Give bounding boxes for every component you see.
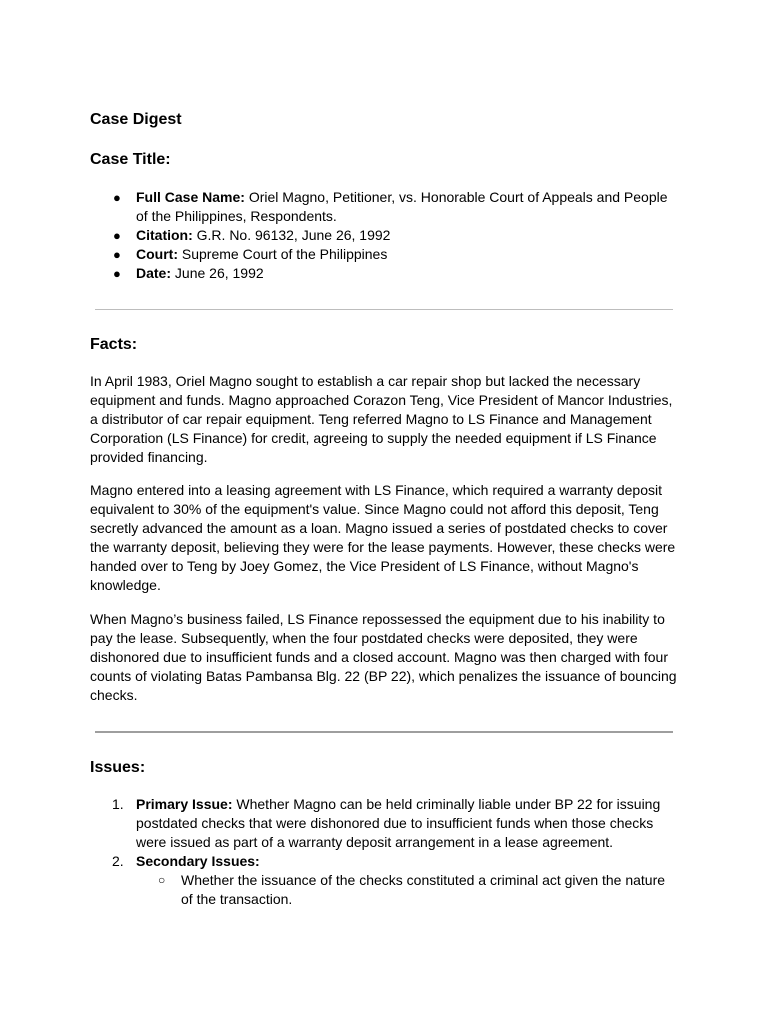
item-value: Supreme Court of the Philippines [181, 246, 388, 262]
list-item [136, 871, 678, 909]
item-value: Whether Magno can be held criminally liable under BP 22 for issuing postdated checks that were dishonored due to insufficient funds when those checks were issued as part of a warranty deposit arrangement in a lease agreement. [136, 796, 661, 850]
item-value: Whether the issuance of the checks constituted a criminal act given the nature of the transaction. [181, 872, 666, 907]
item-value: June 26, 1992 [174, 265, 264, 281]
item-value: Oriel Magno, Petitioner, vs. Honorable Court of Appeals and People of the Philippines, Respondents. [136, 189, 668, 224]
item-value: G.R. No. 96132, June 26, 1992 [196, 227, 391, 243]
item-number: 1. [112, 796, 124, 812]
bullet-icon: ● [113, 266, 121, 281]
item-label: Date: [136, 265, 172, 281]
bullet-icon: ● [113, 190, 121, 205]
bullet-icon: ● [113, 228, 121, 243]
item-label: Court: [136, 246, 178, 262]
list-item [90, 226, 678, 245]
issues-list [90, 795, 678, 909]
list-item [90, 852, 678, 909]
facts-paragraph: Magno entered into a leasing agreement with LS Finance, which required a warranty deposit equivalent to 30% of the equipment's value. Since Magno could not afford this deposit, Teng secretly advanced the amount as a loan. Magno issued a series of postdated checks to cover the warranty deposit, believing they were for the lease payments. However, these checks were handed over to Teng by Joey Gomez, the Vice President of LS Finance, without Magno's knowledge. [90, 482, 676, 593]
bullet-icon: ● [113, 247, 121, 262]
document-title: Case Digest [90, 111, 182, 128]
list-item [90, 264, 678, 283]
item-label: Primary Issue: [136, 796, 233, 812]
sub-issues-list [136, 871, 678, 909]
section-divider [95, 731, 673, 733]
section-divider [95, 309, 673, 310]
facts-paragraph: When Magno’s business failed, LS Finance repossessed the equipment due to his inability to pay the lease. Subsequently, when the four postdated checks were deposited, they were dishonored due to insufficient funds and a closed account. Magno was then charged with four counts of violating Batas Pambansa Blg. 22 (BP 22), which penalizes the issuance of bouncing checks. [90, 611, 677, 703]
circle-bullet-icon: ○ [158, 873, 166, 887]
case-title-list [90, 188, 678, 283]
item-number: 2. [112, 853, 124, 869]
list-item [90, 245, 678, 264]
item-label: Secondary Issues: [136, 853, 260, 869]
issues-heading: Issues: [90, 759, 146, 776]
case-title-heading: Case Title: [90, 151, 171, 168]
facts-heading: Facts: [90, 336, 138, 353]
list-item [90, 188, 678, 226]
facts-paragraph: In April 1983, Oriel Magno sought to establish a car repair shop but lacked the necessary equipment and funds. Magno approached Corazon Teng, Vice President of Mancor Industries, a distributor of car repair equipment. Teng referred Magno to LS Finance and Management Corporation (LS Finance) for credit, agreeing to supply the needed equipment if LS Finance provided financing. [90, 373, 673, 465]
list-item [90, 795, 678, 852]
item-label: Full Case Name: [136, 189, 245, 205]
item-label: Citation: [136, 227, 193, 243]
